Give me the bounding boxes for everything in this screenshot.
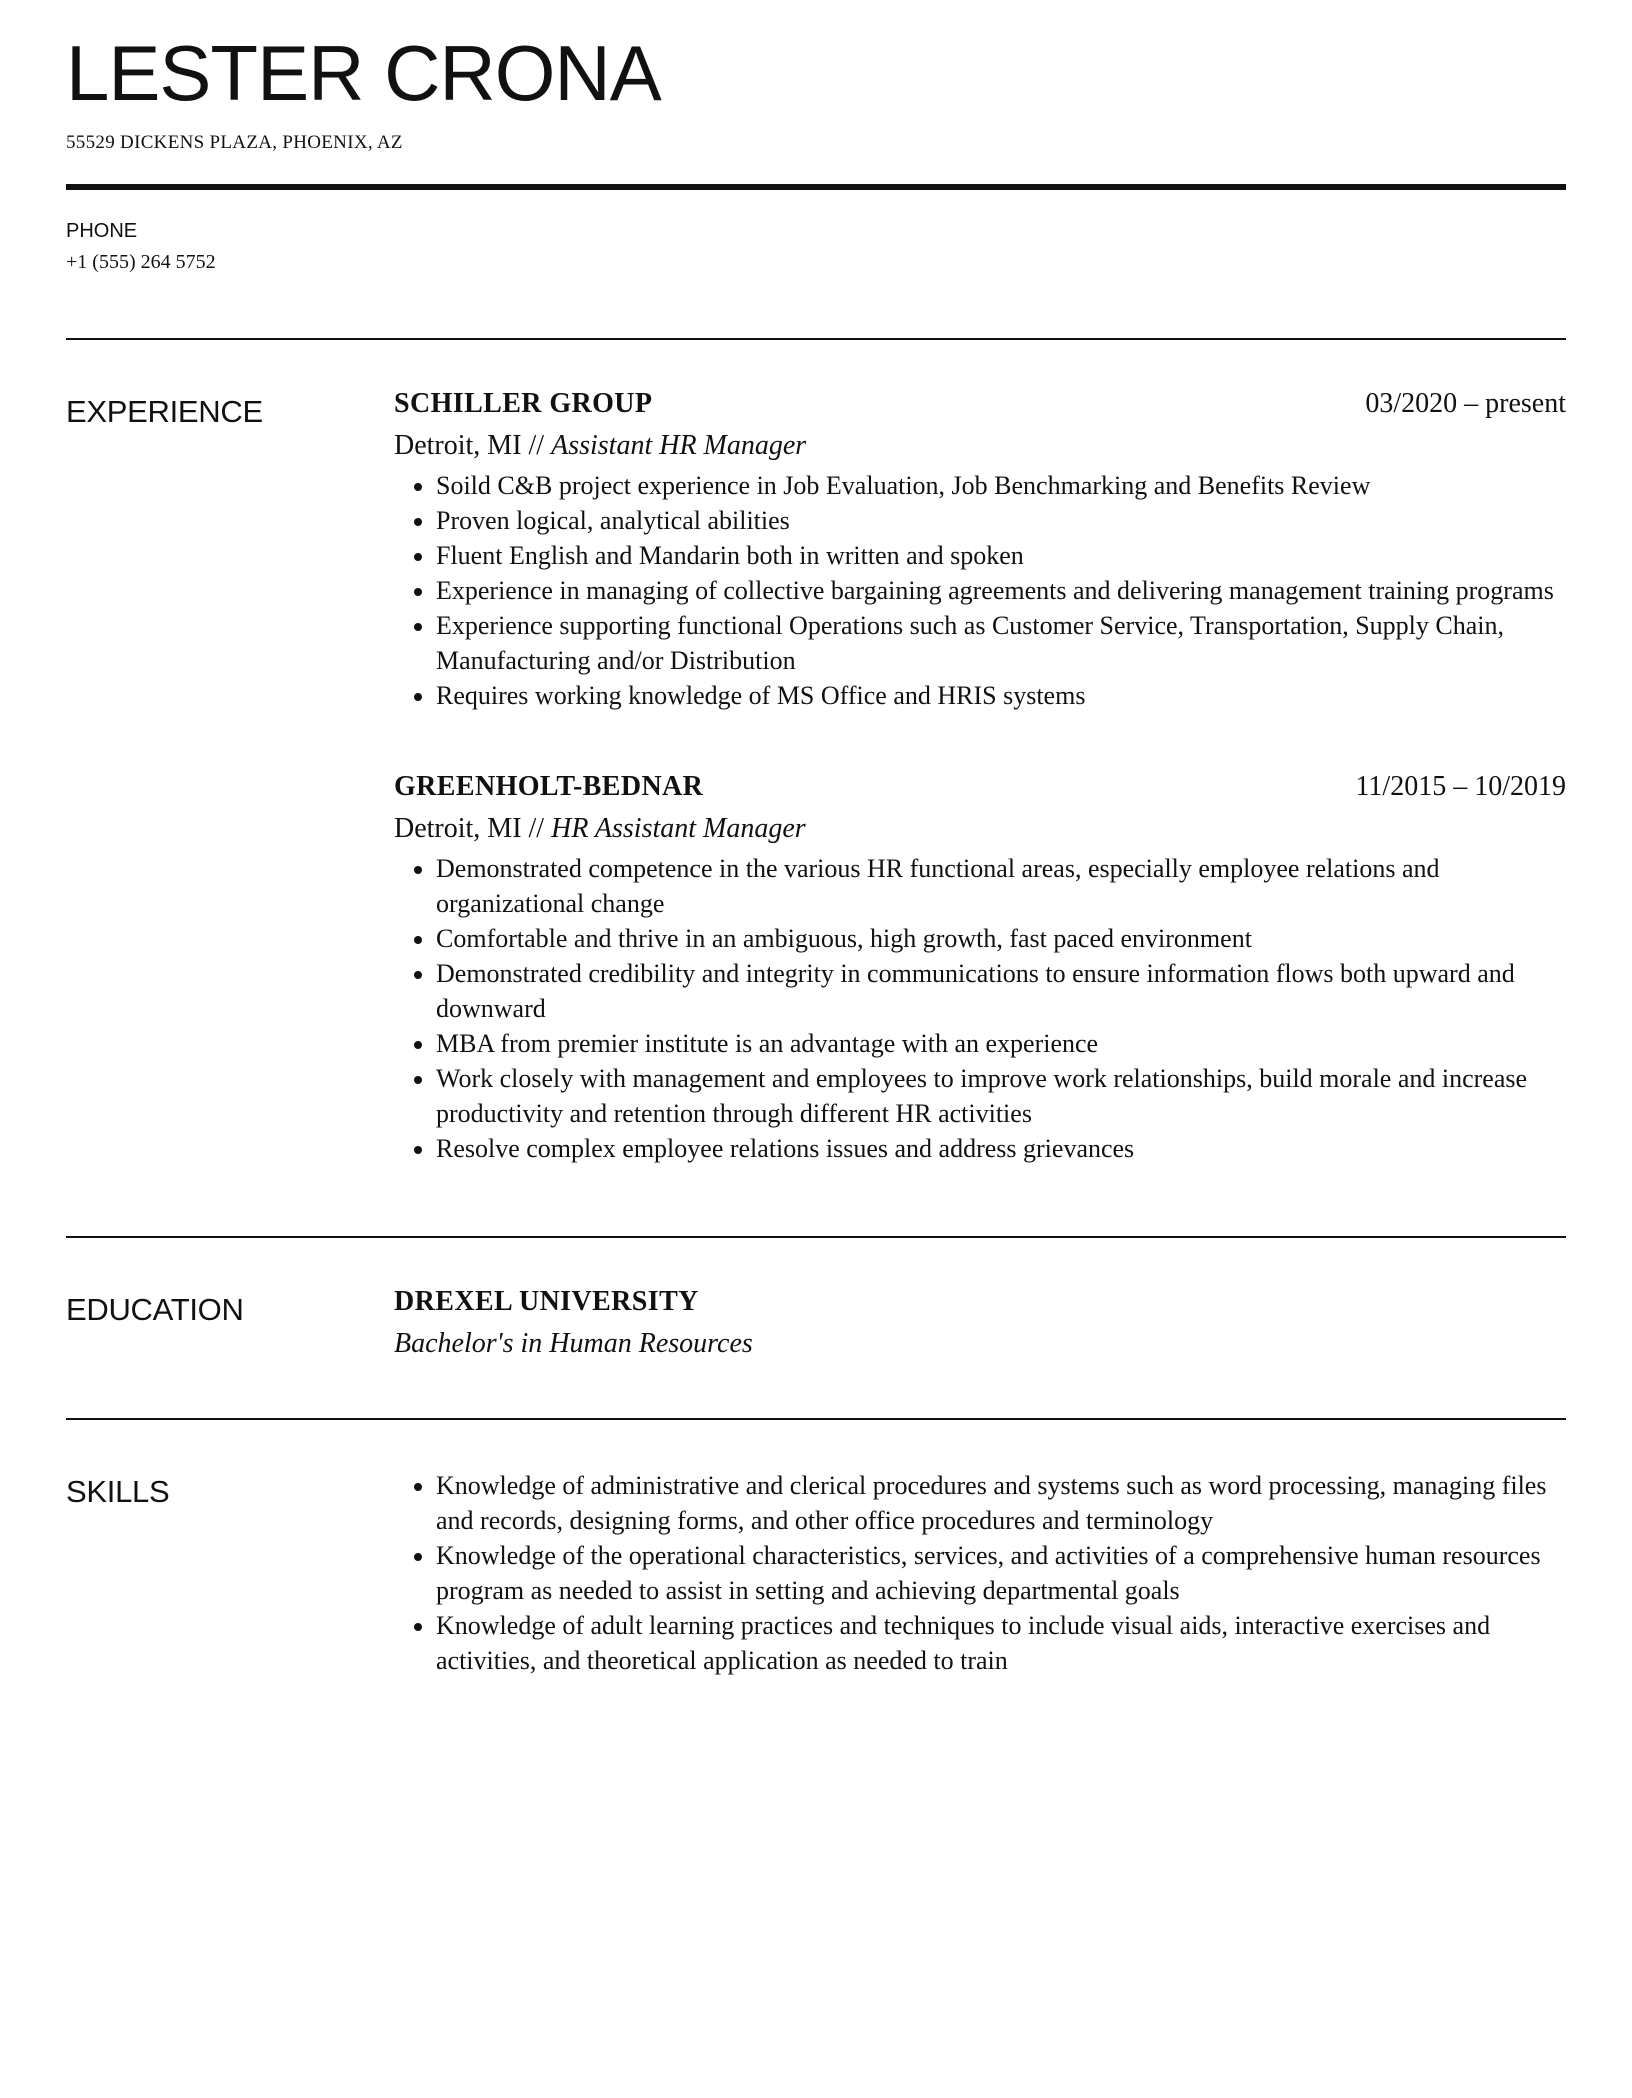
job-dates: 11/2015 – 10/2019 xyxy=(1355,771,1566,802)
bullet-item: • Work closely with management and employees to improve work relationships, build morale and increase productivity and retention through different HR activities xyxy=(436,1061,1566,1131)
skills-body xyxy=(394,1468,1566,1678)
bullet-item: • Experience in managing of collective bargaining agreements and delivering management training programs xyxy=(436,573,1566,608)
candidate-address: 55529 DICKENS PLAZA, PHOENIX, AZ xyxy=(66,132,403,153)
bullet-item: • Soild C&B project experience in Job Evaluation, Job Benchmarking and Benefits Review xyxy=(436,468,1566,503)
degree: Bachelor's in Human Resources xyxy=(394,1328,753,1359)
bullet-item: • Comfortable and thrive in an ambiguous, high growth, fast paced environment xyxy=(436,921,1566,956)
education-title: EDUCATION xyxy=(66,1292,244,1327)
job-role: Assistant HR Manager xyxy=(551,430,807,461)
section-divider xyxy=(66,1236,1566,1238)
bullet-item: • Resolve complex employee relations issues and address grievances xyxy=(436,1131,1566,1166)
company-name: SCHILLER GROUP xyxy=(394,388,653,419)
header-divider xyxy=(66,184,1566,190)
section-divider xyxy=(66,338,1566,340)
job-entry xyxy=(394,771,1566,1166)
phone-label: PHONE xyxy=(66,220,138,242)
bullet-item: • Requires working knowledge of MS Office and HRIS systems xyxy=(436,678,1566,713)
skills-title: SKILLS xyxy=(66,1474,170,1509)
location-role-separator: // xyxy=(521,430,552,461)
bullet-item: • Experience supporting functional Operations such as Customer Service, Transportation, Supply Chain, Manufacturing and/or Distribution xyxy=(436,608,1566,678)
job-dates: 03/2020 – present xyxy=(1365,388,1566,419)
experience-section xyxy=(66,388,1566,1166)
bullet-item: • MBA from premier institute is an advantage with an experience xyxy=(436,1026,1566,1061)
candidate-name: LESTER CRONA xyxy=(66,29,661,117)
job-header xyxy=(394,388,1566,420)
bullet-item: • Demonstrated competence in the various HR functional areas, especially employee relations and organizational change xyxy=(436,851,1566,921)
phone-value: +1 (555) 264 5752 xyxy=(66,251,216,273)
section-divider xyxy=(66,1418,1566,1420)
school-name: DREXEL UNIVERSITY xyxy=(394,1286,699,1317)
job-bullets xyxy=(394,851,1566,1166)
skill-item: • Knowledge of adult learning practices and techniques to include visual aids, interactive exercises and activities, and theoretical application as needed to train xyxy=(436,1608,1566,1678)
skills-section xyxy=(66,1468,1566,1678)
job-role: HR Assistant Manager xyxy=(551,813,806,844)
experience-body xyxy=(394,388,1566,1166)
bullet-item: • Demonstrated credibility and integrity in communications to ensure information flows both upward and downward xyxy=(436,956,1566,1026)
bullet-item: • Proven logical, analytical abilities xyxy=(436,503,1566,538)
skills-list xyxy=(394,1468,1566,1678)
company-name: GREENHOLT-BEDNAR xyxy=(394,771,704,802)
job-bullets xyxy=(394,468,1566,713)
job-header xyxy=(394,771,1566,803)
job-location: Detroit, MI xyxy=(394,813,522,844)
job-entry xyxy=(394,388,1566,713)
experience-title: EXPERIENCE xyxy=(66,394,263,429)
skill-item: • Knowledge of administrative and clerical procedures and systems such as word processing, managing files and records, designing forms, and other office procedures and terminology xyxy=(436,1468,1566,1538)
location-role-separator: // xyxy=(521,813,552,844)
job-location: Detroit, MI xyxy=(394,430,522,461)
resume-page xyxy=(66,30,1566,1678)
resume-header xyxy=(66,30,1566,154)
contact-block xyxy=(66,220,1566,274)
education-body xyxy=(394,1286,1566,1360)
education-section xyxy=(66,1286,1566,1360)
skill-item: • Knowledge of the operational characteristics, services, and activities of a comprehensive human resources program as needed to assist in setting and achieving departmental goals xyxy=(436,1538,1566,1608)
job-subline xyxy=(394,813,1566,845)
job-subline xyxy=(394,430,1566,462)
bullet-item: • Fluent English and Mandarin both in written and spoken xyxy=(436,538,1566,573)
